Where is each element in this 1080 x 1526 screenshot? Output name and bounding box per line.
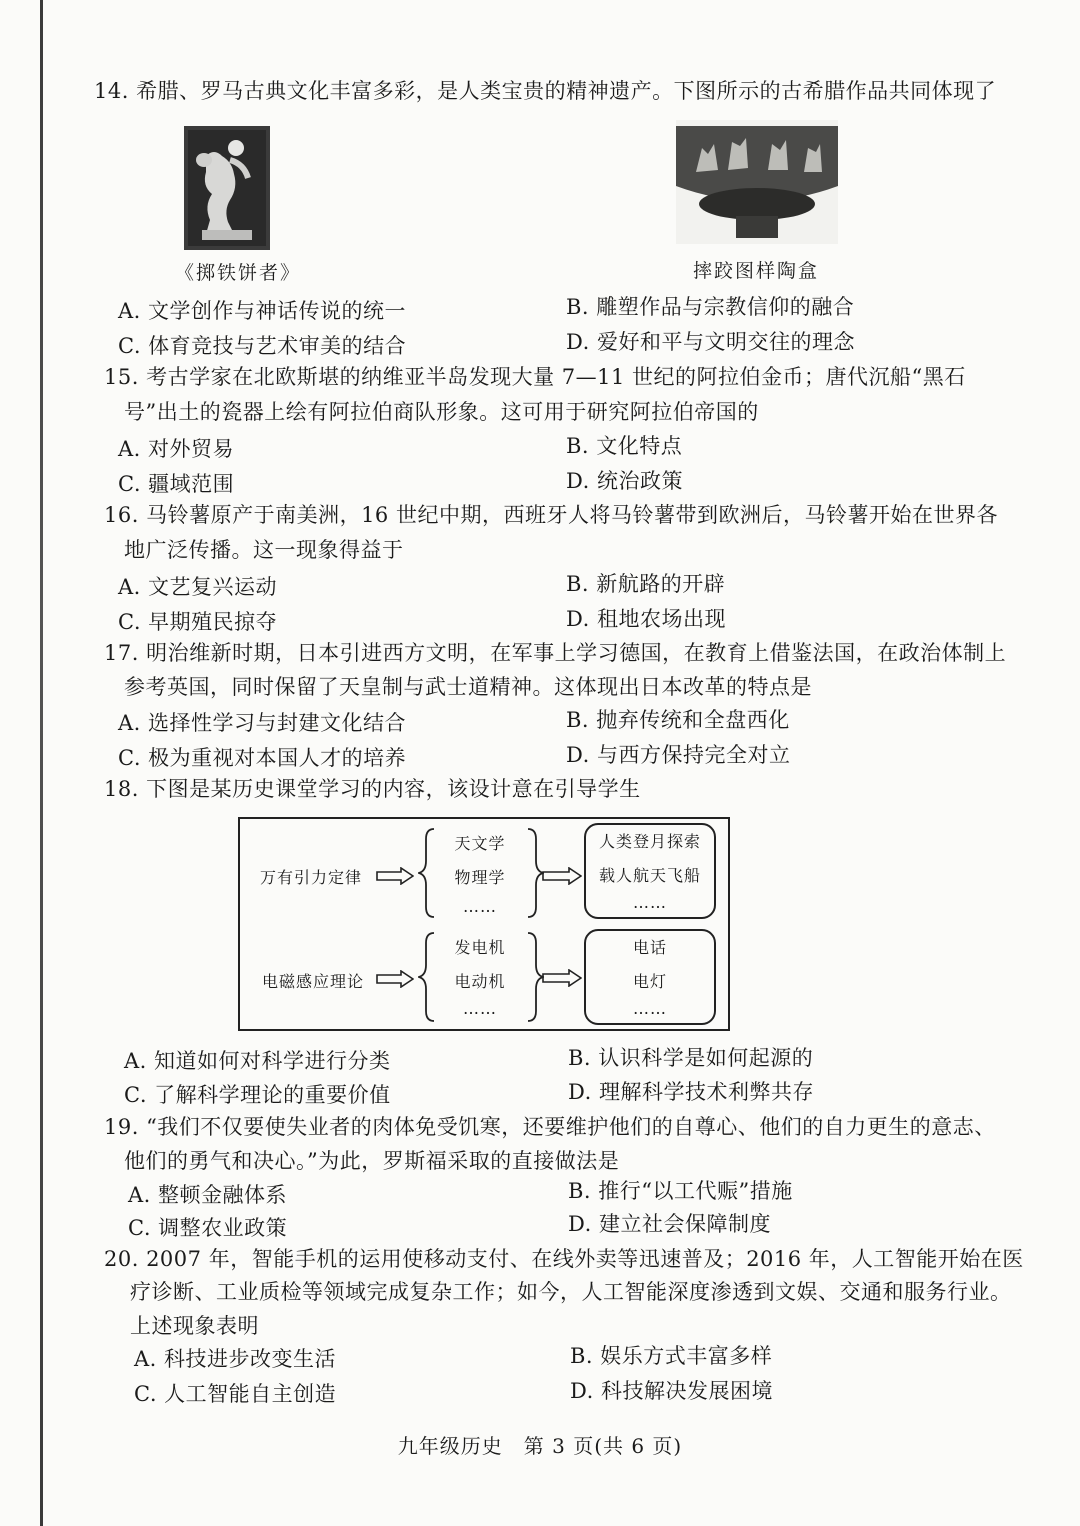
q19-option-c[interactable]: C. 调整农业政策 [128, 1216, 288, 1240]
q20-option-b[interactable]: B. 娱乐方式丰富多样 [570, 1344, 773, 1368]
diagram-item-etc: …… [463, 999, 497, 1018]
right-brace-icon [524, 827, 544, 919]
arrow-icon [542, 867, 582, 885]
q15-option-d[interactable]: D. 统治政策 [566, 469, 683, 493]
q15-option-c[interactable]: C. 疆域范围 [118, 472, 235, 496]
diagram-item-etc: …… [463, 897, 497, 916]
q14-option-b[interactable]: B. 雕塑作品与宗教信仰的融合 [566, 295, 855, 319]
arrow-icon [376, 970, 414, 988]
q17-option-d[interactable]: D. 与西方保持完全对立 [566, 743, 791, 767]
wrestling-pottery-image [676, 120, 838, 244]
diagram-source-gravity: 万有引力定律 [260, 868, 363, 887]
science-flow-diagram [238, 817, 730, 1031]
diagram-item-physics: 物理学 [454, 868, 506, 887]
q14-caption-pottery: 摔跤图样陶盒 [693, 260, 820, 282]
q19-option-d[interactable]: D. 建立社会保障制度 [568, 1212, 771, 1236]
q19-stem-line2: 他们的勇气和决心。”为此，罗斯福采取的直接做法是 [124, 1149, 620, 1173]
q15-stem-line1: 15. 考古学家在北欧斯堪的纳维亚半岛发现大量 7—11 世纪的阿拉伯金币；唐代沉船“黑石 [104, 365, 966, 389]
q17-stem-line1: 17. 明治维新时期，日本引进西方文明，在军事上学习德国，在教育上借鉴法国，在政治体制上 [104, 641, 1007, 665]
diagram-result-telephone: 电话 [632, 938, 667, 957]
q16-stem-line2: 地广泛传播。这一现象得益于 [124, 538, 404, 562]
diagram-result-moon: 人类登月探索 [598, 832, 701, 851]
q14-stem-line1: 14. 希腊、罗马古典文化丰富多彩，是人类宝贵的精神遗产。下图所示的古希腊作品共同体现了 [94, 79, 997, 103]
right-brace-icon [524, 931, 544, 1023]
diagram-item-motor: 电动机 [454, 972, 506, 991]
q15-option-b[interactable]: B. 文化特点 [566, 434, 683, 458]
q18-option-a[interactable]: A. 知道如何对科学进行分类 [124, 1049, 391, 1073]
diagram-item-astronomy: 天文学 [454, 834, 506, 853]
q20-stem-line2: 疗诊断、工业质检等领域完成复杂工作；如今，人工智能深度渗透到文娱、交通和服务行业。 [130, 1280, 1012, 1304]
q17-stem-line2: 参考英国，同时保留了天皇制与武士道精神。这体现出日本改革的特点是 [124, 675, 812, 699]
q14-option-d[interactable]: D. 爱好和平与文明交往的理念 [566, 330, 855, 354]
q14-option-a[interactable]: A. 文学创作与神话传说的统一 [118, 299, 407, 323]
q15-option-a[interactable]: A. 对外贸易 [118, 437, 235, 461]
q18-stem-line1: 18. 下图是某历史课堂学习的内容，该设计意在引导学生 [104, 777, 641, 801]
q15-stem-line2: 号”出土的瓷器上绘有阿拉伯商队形象。这可用于研究阿拉伯帝国的 [124, 400, 759, 424]
q19-stem-line1: 19. “我们不仅要使失业者的肉体免受饥寒，还要维护他们的自尊心、他们的自力更生的意志、 [104, 1115, 996, 1139]
q17-option-c[interactable]: C. 极为重视对本国人才的培养 [118, 746, 407, 770]
q16-option-c[interactable]: C. 早期殖民掠夺 [118, 610, 278, 634]
q17-option-b[interactable]: B. 抛弃传统和全盘西化 [566, 708, 790, 732]
left-brace-icon [418, 931, 438, 1023]
left-brace-icon [418, 827, 438, 919]
q20-stem-line1: 20. 2007 年，智能手机的运用使移动支付、在线外卖等迅速普及；2016 年，人工智能开始在医 [104, 1247, 1024, 1271]
q16-stem-line1: 16. 马铃薯原产于南美洲，16 世纪中期，西班牙人将马铃薯带到欧洲后，马铃薯开始在世界各 [104, 503, 998, 527]
q20-option-c[interactable]: C. 人工智能自主创造 [134, 1382, 337, 1406]
diagram-source-electromagnetic: 电磁感应理论 [262, 972, 365, 991]
q19-option-b[interactable]: B. 推行“以工代赈”措施 [568, 1179, 793, 1203]
q20-stem-line3: 上述现象表明 [130, 1314, 259, 1338]
diagram-result-etc: …… [633, 893, 667, 912]
diagram-result-spacecraft: 载人航天飞船 [598, 866, 701, 885]
q20-option-a[interactable]: A. 科技进步改变生活 [134, 1347, 337, 1371]
q19-option-a[interactable]: A. 整顿金融体系 [128, 1183, 288, 1207]
diagram-result-etc: …… [633, 999, 667, 1018]
diagram-result-lamp: 电灯 [632, 972, 667, 991]
q16-option-d[interactable]: D. 租地农场出现 [566, 607, 726, 631]
diagram-item-generator: 发电机 [454, 938, 506, 957]
arrow-icon [376, 867, 414, 885]
q16-option-b[interactable]: B. 新航路的开辟 [566, 572, 726, 596]
discobolus-image [184, 126, 270, 250]
q16-option-a[interactable]: A. 文艺复兴运动 [118, 575, 278, 599]
page-footer: 九年级历史 第 3 页(共 6 页) [397, 1434, 683, 1458]
q18-option-c[interactable]: C. 了解科学理论的重要价值 [124, 1083, 391, 1107]
binding-line [40, 0, 43, 1526]
q18-option-d[interactable]: D. 理解科学技术利弊共存 [568, 1080, 814, 1104]
q18-option-b[interactable]: B. 认识科学是如何起源的 [568, 1046, 814, 1070]
q14-option-c[interactable]: C. 体育竞技与艺术审美的结合 [118, 334, 407, 358]
arrow-icon [542, 969, 582, 987]
q20-option-d[interactable]: D. 科技解决发展困境 [570, 1379, 773, 1403]
q14-caption-discobolus: 《掷铁饼者》 [175, 262, 302, 284]
q17-option-a[interactable]: A. 选择性学习与封建文化结合 [118, 711, 407, 735]
